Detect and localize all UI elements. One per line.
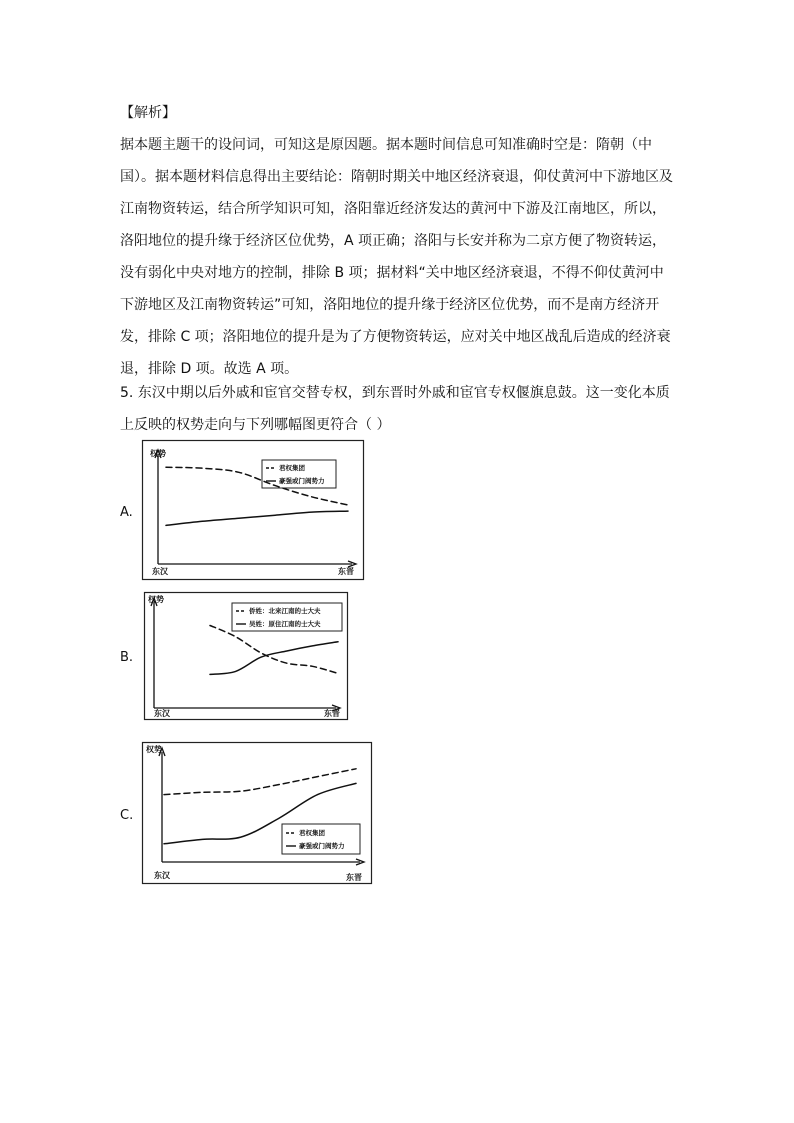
chart-c <box>142 742 372 884</box>
analysis-line: 没有弱化中央对地方的控制，排除 B 项；据材料“关中地区经济衰退，不得不仰仗黄河中 <box>120 265 664 281</box>
option-b-label: B. <box>120 650 134 665</box>
analysis-line: 发，排除 C 项；洛阳地位的提升是为了方便物资转运，应对关中地区战乱后造成的经济衰 <box>120 329 671 345</box>
analysis-line: 退，排除 D 项。故选 A 项。 <box>120 361 299 377</box>
analysis-line: 洛阳地位的提升缘于经济区位优势，A 项正确；洛阳与长安并称为二京方便了物资转运， <box>120 233 667 249</box>
chart-b-ylabel: 权势 <box>148 595 164 604</box>
chart-a <box>142 440 364 580</box>
option-c-label: C. <box>120 808 134 823</box>
analysis-section <box>120 97 680 385</box>
chart-a-legend <box>262 460 336 488</box>
chart-c-legend-item: 君权集团 <box>299 829 325 837</box>
chart-a-svg <box>142 440 364 580</box>
question-stem-line: 5. 东汉中期以后外戚和宦官交替专权，到东晋时外戚和宦官专权偃旗息鼓。这一变化本质 <box>120 385 670 401</box>
chart-a-ylabel: 权势 <box>150 449 166 458</box>
option-a-label: A. <box>120 505 133 520</box>
chart-c-ylabel: 权势 <box>146 745 162 754</box>
question-5 <box>120 377 680 441</box>
chart-c-legend-item: 豪强或门阀势力 <box>299 842 345 850</box>
option-c[interactable] <box>120 742 380 887</box>
chart-b-series-dashed-line <box>210 626 338 674</box>
chart-a-legend-item: 豪强或门阀势力 <box>279 477 325 485</box>
chart-c-legend <box>282 824 360 854</box>
chart-a-legend-item: 君权集团 <box>279 464 305 472</box>
chart-b <box>144 592 348 720</box>
chart-c-svg <box>142 742 372 884</box>
chart-c-x-start: 东汉 <box>154 871 170 880</box>
analysis-line: 下游地区及江南物资转运”可知，洛阳地位的提升缘于经济区位优势，而不是南方经济开 <box>120 297 660 313</box>
chart-a-series-solid-line <box>166 511 348 525</box>
analysis-line: 江南物资转运，结合所学知识可知，洛阳靠近经济发达的黄河中下游及江南地区，所以， <box>120 201 666 217</box>
chart-b-x-start: 东汉 <box>154 709 170 718</box>
analysis-line: 国）。据本题材料信息得出主要结论：隋朝时期关中地区经济衰退，仰仗黄河中下游地区及 <box>120 169 673 185</box>
analysis-line: 据本题主题干的设问词，可知这是原因题。据本题时间信息可知准确时空是：隋朝（中 <box>120 137 652 153</box>
chart-b-x-end: 东晋 <box>324 709 340 718</box>
option-b[interactable] <box>120 592 370 724</box>
chart-a-x-end: 东晋 <box>338 567 354 576</box>
chart-b-svg <box>144 592 348 720</box>
option-a[interactable] <box>120 440 370 582</box>
chart-a-x-start: 东汉 <box>152 567 168 576</box>
chart-b-legend-item: 吴姓：原住江南的士大夫 <box>249 620 321 628</box>
analysis-heading: 【解析】 <box>120 105 176 121</box>
chart-b-legend-item: 侨姓：北来江南的士大夫 <box>249 607 321 615</box>
question-stem-line: 上反映的权势走向与下列哪幅图更符合（ ） <box>120 417 391 433</box>
chart-b-series-solid-line <box>210 642 338 675</box>
chart-c-x-end: 东晋 <box>346 873 362 882</box>
chart-b-legend <box>232 603 342 631</box>
